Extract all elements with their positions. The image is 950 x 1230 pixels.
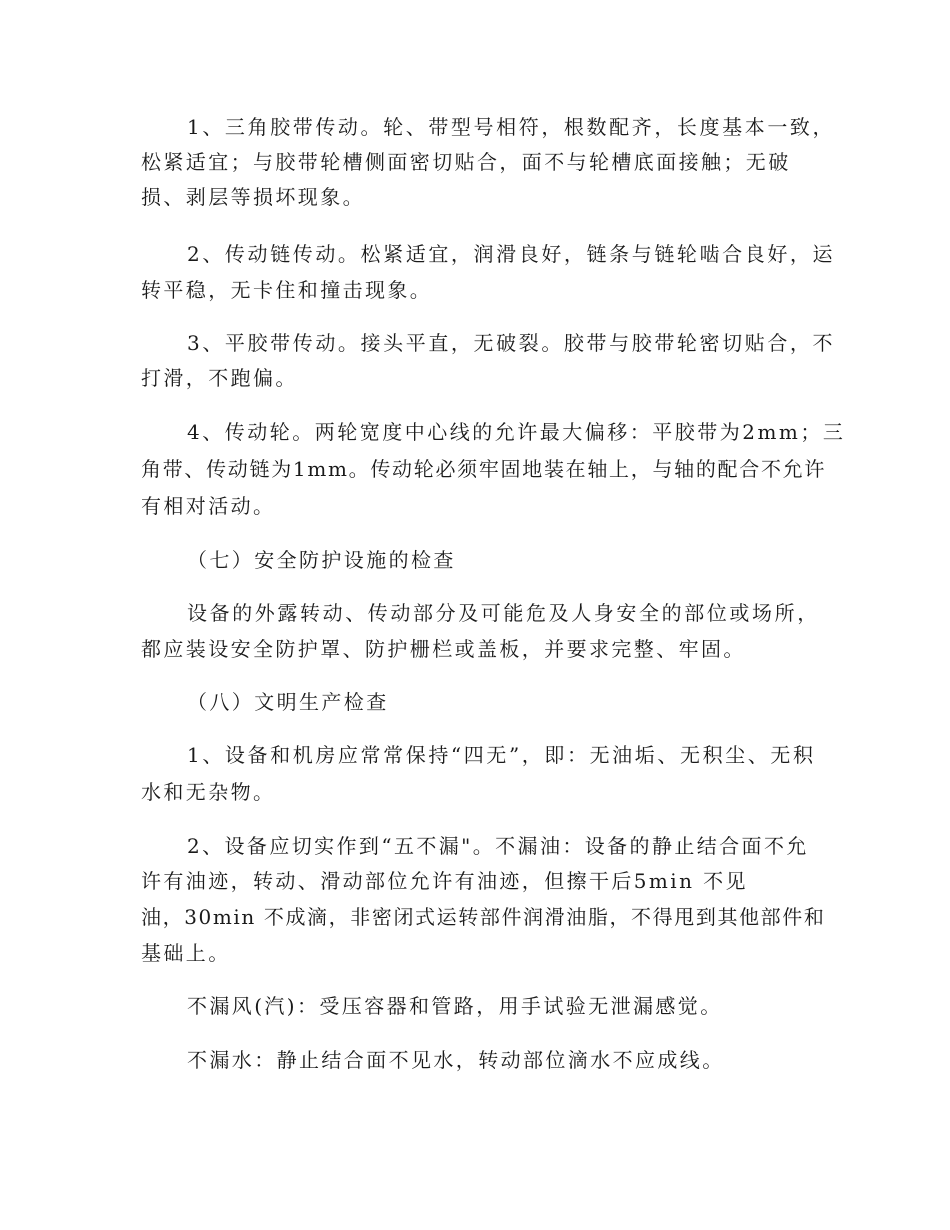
text-line: 1、三角胶带传动。轮、带型号相符，根数配齐，长度基本一致， [187, 115, 836, 139]
text-line: 松紧适宜；与胶带轮槽侧面密切贴合，面不与轮槽底面接触；无破 [141, 150, 791, 174]
text-line: 有相对活动。 [141, 494, 276, 518]
text-line: 不漏风(汽)：受压容器和管路，用手试验无泄漏感觉。 [187, 994, 723, 1018]
section-heading: （七）安全防护设施的检查 [187, 548, 456, 572]
text-line: 水和无杂物。 [141, 780, 276, 804]
text-line: 转平稳，无卡住和撞击现象。 [141, 278, 433, 302]
text-line: 都应装设安全防护罩、防护栅栏或盖板，并要求完整、牢固。 [141, 637, 746, 661]
text-line: 基础上。 [141, 941, 231, 965]
text-line: 3、平胶带传动。接头平直，无破裂。胶带与胶带轮密切贴合，不 [187, 331, 836, 355]
text-line: 许有油迹，转动、滑动部位允许有油迹，但擦干后5min 不见 [141, 869, 748, 893]
text-line: 打滑，不跑偏。 [141, 366, 298, 390]
text-line: 4、传动轮。两轮宽度中心线的允许最大偏移：平胶带为2mm；三 [187, 420, 846, 444]
text-line: 不漏水：静止结合面不见水，转动部位滴水不应成线。 [187, 1048, 725, 1072]
text-line: 设备的外露转动、传动部分及可能危及人身安全的部位或场所， [187, 601, 820, 625]
text-line: 1、设备和机房应常常保持“四无”，即：无油垢、无积尘、无积 [187, 743, 816, 767]
text-line: 2、设备应切实作到“五不漏"。不漏油：设备的静止结合面不允 [187, 834, 809, 858]
text-line: 2、传动链传动。松紧适宜，润滑良好，链条与链轮啮合良好，运 [187, 242, 836, 266]
text-line: 油，30min 不成滴，非密闭式运转部件润滑油脂，不得甩到其他部件和 [141, 905, 826, 929]
text-line: 角带、传动链为1mm。传动轮必须牢固地装在轴上，与轴的配合不允许 [141, 457, 827, 481]
section-heading: （八）文明生产检查 [187, 690, 389, 714]
text-line: 损、剥层等损坏现象。 [141, 185, 365, 209]
